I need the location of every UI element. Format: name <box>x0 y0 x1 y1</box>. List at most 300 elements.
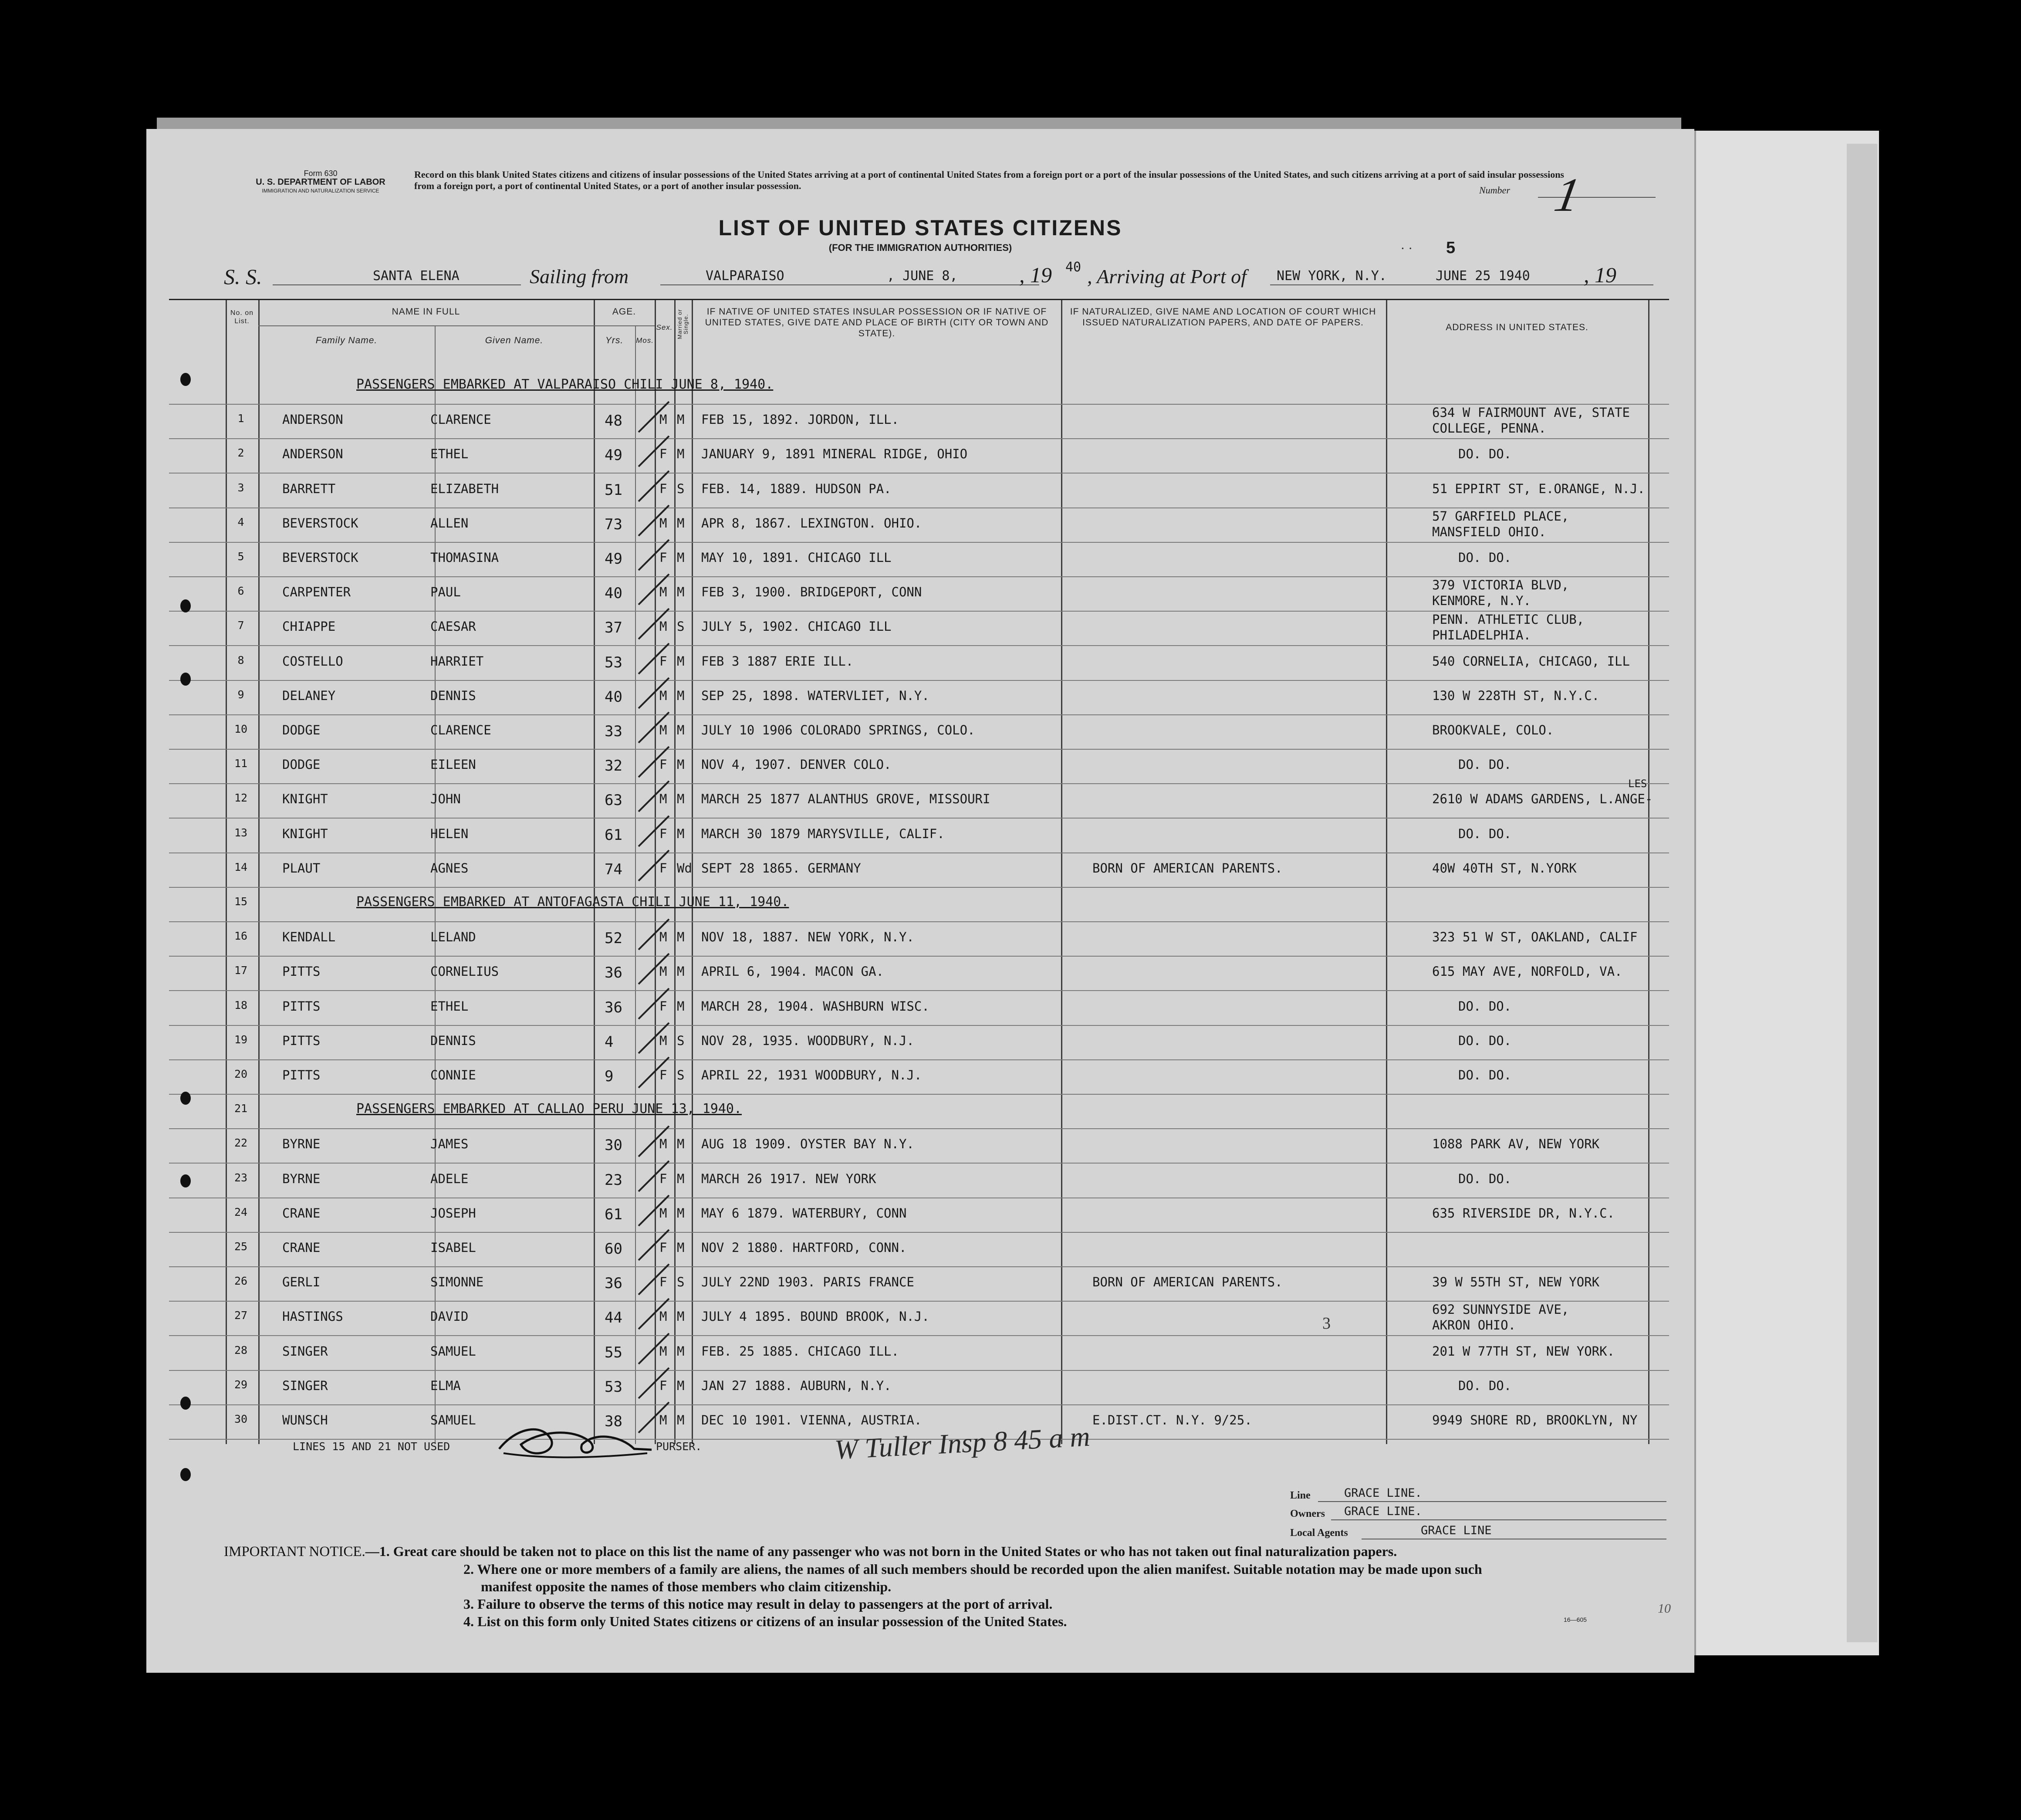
cell-yrs: 36 <box>605 1275 622 1292</box>
check-mark <box>634 1226 673 1265</box>
cell-birth: SEPT 28 1865. GERMANY <box>701 860 861 876</box>
cell-sex: M <box>659 585 667 600</box>
cell-yrs: 73 <box>605 515 622 533</box>
cell-ms: M <box>677 1343 685 1359</box>
cell-given: SAMUEL <box>430 1343 476 1359</box>
notice-item-4: 4. List on this form only United States citizens or citizens of an insular possession of the United States. <box>463 1614 1067 1629</box>
punch-hole <box>180 1092 191 1105</box>
cell-addr: DO. DO. <box>1458 1378 1512 1393</box>
table-row <box>169 991 1669 1025</box>
cell-birth: JULY 22ND 1903. PARIS FRANCE <box>701 1275 914 1290</box>
cell-addr: 323 51 W ST, OAKLAND, CALIF <box>1432 930 1638 945</box>
table-row <box>169 404 1669 439</box>
cell-birth: FEB. 25 1885. CHICAGO ILL. <box>701 1343 899 1359</box>
check-mark <box>634 1261 673 1300</box>
table-row <box>169 611 1669 646</box>
cell-birth: NOV 2 1880. HARTFORD, CONN. <box>701 1240 907 1255</box>
row-number: 30 <box>234 1413 248 1425</box>
notice-item-3: 3. Failure to observe the terms of this notice may result in delay to passengers at the port of arrival. <box>463 1596 1053 1612</box>
cell-family: KENDALL <box>282 930 336 945</box>
cell-birth: SEP 25, 1898. WATERVLIET, N.Y. <box>701 688 929 703</box>
cell-ms: M <box>677 585 685 600</box>
cell-given: THOMASINA <box>430 550 499 565</box>
check-mark <box>634 1192 673 1231</box>
cell-sex: M <box>659 515 667 531</box>
punch-hole <box>180 1468 191 1481</box>
cell-sex: F <box>659 1275 667 1290</box>
cell-birth: DEC 10 1901. VIENNA, AUSTRIA. <box>701 1413 922 1428</box>
section-row <box>169 370 1669 404</box>
cell-yrs: 9 <box>605 1068 614 1085</box>
cell-ms: M <box>677 1240 685 1255</box>
page-title: LIST OF UNITED STATES CITIZENS <box>718 216 1122 240</box>
row-number: 14 <box>234 860 248 873</box>
cell-sex: F <box>659 1378 667 1393</box>
cell-given: SAMUEL <box>430 1413 476 1428</box>
cell-birth: MAY 10, 1891. CHICAGO ILL <box>701 550 892 565</box>
section-row <box>169 1094 1669 1129</box>
cell-yrs: 30 <box>605 1137 622 1154</box>
cell-given: CLARENCE <box>430 412 491 427</box>
agents-label: Local Agents <box>1290 1527 1348 1539</box>
header-naturalized: IF NATURALIZED, GIVE NAME AND LOCATION OF COURT WHICH ISSUED NATURALIZATION PAPERS, AND DATE OF PAPERS. <box>1070 307 1376 328</box>
cell-given: DENNIS <box>430 1033 476 1048</box>
cell-family: PITTS <box>282 1068 321 1083</box>
check-mark <box>634 433 673 472</box>
cell-addr: DO. DO. <box>1458 550 1512 565</box>
cell-ms: M <box>677 688 685 703</box>
cell-given: ELMA <box>430 1378 461 1393</box>
punch-hole <box>180 599 191 612</box>
row-number: 3 <box>237 481 244 494</box>
cell-addr: DO. DO. <box>1458 1171 1512 1186</box>
check-mark <box>634 743 673 782</box>
cell-yrs: 33 <box>605 723 622 740</box>
check-mark <box>634 916 673 955</box>
check-mark <box>634 709 673 748</box>
cell-sex: M <box>659 1137 667 1152</box>
table-row <box>169 1198 1669 1232</box>
cell-family: PLAUT <box>282 860 321 876</box>
cell-given: CAESAR <box>430 619 476 634</box>
header-sex: Sex. <box>656 323 673 332</box>
cell-yrs: 53 <box>605 653 622 671</box>
owners-rule <box>1331 1519 1666 1520</box>
cell-sex: F <box>659 447 667 462</box>
cell-family: PITTS <box>282 964 321 979</box>
cell-ms: M <box>677 998 685 1014</box>
punch-hole <box>180 373 191 386</box>
table-row <box>169 439 1669 473</box>
check-mark <box>634 1123 673 1162</box>
cell-addr: 57 GARFIELD PLACE, <box>1432 508 1569 524</box>
cell-sex: M <box>659 1205 667 1221</box>
cell-ms: S <box>677 619 685 634</box>
table-row <box>169 778 1669 818</box>
row-number: 12 <box>234 792 248 805</box>
cell-yrs: 49 <box>605 447 622 464</box>
arriving-label: , Arriving at Port of <box>1087 265 1247 288</box>
sail-year-suffix: 40 <box>1065 260 1081 275</box>
cell-yrs: 61 <box>605 826 622 844</box>
row-number: 13 <box>234 826 248 839</box>
cell-birth: FEB. 14, 1889. HUDSON PA. <box>701 481 892 496</box>
stamp-dots: · · <box>1401 241 1413 256</box>
cell-birth: JANUARY 9, 1891 MINERAL RIDGE, OHIO <box>701 447 968 462</box>
cell-birth: JAN 27 1888. AUBURN, N.Y. <box>701 1378 892 1393</box>
cell-given: ETHEL <box>430 998 469 1014</box>
sailing-from: VALPARAISO <box>706 268 784 284</box>
cell-given: HELEN <box>430 826 469 841</box>
cell-family: DODGE <box>282 723 321 737</box>
check-mark <box>634 1295 673 1334</box>
cell-family: BEVERSTOCK <box>282 550 358 565</box>
cell-ms: M <box>677 1378 685 1393</box>
row-number: 11 <box>234 757 248 770</box>
cell-birth: MARCH 25 1877 ALANTHUS GROVE, MISSOURI <box>701 792 990 807</box>
cell-yrs: 40 <box>605 585 622 602</box>
cell-ms: M <box>677 930 685 945</box>
cell-addr: 540 CORNELIA, CHICAGO, ILL <box>1432 653 1630 669</box>
table-row <box>169 819 1669 853</box>
row-number: 17 <box>234 964 248 977</box>
check-mark <box>634 536 673 575</box>
section-heading: PASSENGERS EMBARKED AT CALLAO PERU JUNE 13, 1940. <box>356 1101 742 1117</box>
department-name: U. S. DEPARTMENT OF LABOR <box>256 177 385 187</box>
cell-sex: F <box>659 826 667 841</box>
check-mark <box>634 1157 673 1197</box>
table-row <box>169 1129 1669 1163</box>
inspector-note: W Tuller Insp 8 45 a m <box>834 1421 1091 1465</box>
cell-ms: Wd <box>677 860 692 876</box>
cell-sex: M <box>659 688 667 703</box>
row-number: 9 <box>237 688 244 701</box>
cell-natur: BORN OF AMERICAN PARENTS. <box>1092 860 1283 876</box>
row-number: 28 <box>234 1343 248 1357</box>
line-value: GRACE LINE. <box>1344 1486 1422 1500</box>
cell-yrs: 55 <box>605 1343 622 1361</box>
cell-yrs: 36 <box>605 998 622 1016</box>
cell-birth: MAY 6 1879. WATERBURY, CONN <box>701 1205 907 1221</box>
notice-item-2: 2. Where one or more members of a family are aliens, the names of all such members should be recorded upon the alien manifest. Suitable notation may be made upon such <box>463 1561 1482 1577</box>
cell-sex: F <box>659 860 667 876</box>
cell-birth: NOV 18, 1887. NEW YORK, N.Y. <box>701 930 914 945</box>
cell-given: CORNELIUS <box>430 964 499 979</box>
cell-sex: M <box>659 412 667 427</box>
table-row <box>169 749 1669 784</box>
punch-hole <box>180 1397 191 1410</box>
sailing-label: Sailing from <box>530 265 629 288</box>
cell-given: CLARENCE <box>430 723 491 737</box>
row-number: 6 <box>237 585 244 598</box>
table-row <box>169 646 1669 680</box>
cell-addr: 39 W 55TH ST, NEW YORK <box>1432 1275 1600 1290</box>
header-no: No. on List. <box>230 309 254 325</box>
row-number: 21 <box>234 1102 248 1115</box>
cell-family: HASTINGS <box>282 1309 343 1324</box>
cell-given: JOHN <box>430 792 461 807</box>
cell-addr: DO. DO. <box>1458 757 1512 772</box>
cell-ms: M <box>677 1171 685 1186</box>
owners-value: GRACE LINE. <box>1344 1505 1422 1518</box>
cell-ms: M <box>677 826 685 841</box>
form-id-block <box>255 169 386 195</box>
cell-sex: F <box>659 998 667 1014</box>
check-mark <box>634 571 673 610</box>
number-label: Number <box>1479 185 1510 196</box>
margin-mark: 3 <box>1322 1314 1331 1333</box>
agents-value: GRACE LINE <box>1421 1524 1492 1537</box>
header-age: AGE. <box>612 307 636 317</box>
cell-yrs: 63 <box>605 792 622 809</box>
cell-given: SIMONNE <box>430 1275 484 1290</box>
cell-addr: PENN. ATHLETIC CLUB, <box>1432 612 1585 627</box>
arrival-year: , 19 <box>1584 263 1616 287</box>
sailing-date: , JUNE 8, <box>887 268 958 284</box>
table-row <box>169 1164 1669 1198</box>
cell-yrs: 40 <box>605 688 622 706</box>
cell-given: PAUL <box>430 585 461 600</box>
row-number: 7 <box>237 619 244 632</box>
cell-addr: 379 VICTORIA BLVD, <box>1432 578 1569 593</box>
table-row <box>169 542 1669 577</box>
cell-yrs: 32 <box>605 757 622 775</box>
cell-ms: M <box>677 412 685 427</box>
table-row <box>169 956 1669 991</box>
arrival-port: NEW YORK, N.Y. <box>1277 268 1387 284</box>
important-notice <box>224 1543 1482 1630</box>
cell-birth: MARCH 26 1917. NEW YORK <box>701 1171 876 1186</box>
cell-given: LELAND <box>430 930 476 945</box>
cell-addr: 615 MAY AVE, NORFOLD, VA. <box>1432 964 1622 979</box>
section-row <box>169 887 1669 922</box>
cell-sex: F <box>659 1068 667 1083</box>
cell-sex: F <box>659 653 667 669</box>
service-name: IMMIGRATION AND NATURALIZATION SERVICE <box>262 188 379 194</box>
cell-addr-line2: KENMORE, N.Y. <box>1432 593 1531 609</box>
cell-addr: 201 W 77TH ST, NEW YORK. <box>1432 1343 1615 1359</box>
cell-yrs: 48 <box>605 412 622 430</box>
table-row <box>169 853 1669 887</box>
cell-addr: DO. DO. <box>1458 1068 1512 1083</box>
notice-item-2-cont: manifest opposite the names of those members who claim citizenship. <box>481 1579 892 1594</box>
cell-family: PITTS <box>282 998 321 1014</box>
row-number: 18 <box>234 998 248 1011</box>
row-number: 4 <box>237 515 244 528</box>
table-row <box>169 508 1669 542</box>
cell-ms: M <box>677 964 685 979</box>
row-number: 1 <box>237 412 244 425</box>
cell-natur: E.DIST.CT. N.Y. 9/25. <box>1092 1413 1252 1428</box>
cell-sex: F <box>659 757 667 772</box>
ss-label: S. S. <box>224 264 262 289</box>
check-mark <box>634 1019 673 1059</box>
cell-sex: F <box>659 1171 667 1186</box>
cell-family: KNIGHT <box>282 792 328 807</box>
cell-yrs: 53 <box>605 1378 622 1396</box>
header-rule <box>594 325 655 326</box>
cell-given: ETHEL <box>430 447 469 462</box>
row-number: 27 <box>234 1309 248 1322</box>
cell-sex: M <box>659 1309 667 1324</box>
header-given-name: Given Name. <box>485 335 544 345</box>
sail-year-prefix: , 19 <box>1019 263 1052 287</box>
cell-addr-line2: PHILADELPHIA. <box>1432 628 1531 643</box>
cell-addr-line2: MANSFIELD OHIO. <box>1432 524 1546 539</box>
table-row <box>169 1025 1669 1060</box>
cell-sex: M <box>659 792 667 807</box>
from-line <box>660 284 1039 285</box>
check-mark <box>634 640 673 679</box>
cell-family: CRANE <box>282 1240 321 1255</box>
row-number: 5 <box>237 550 244 563</box>
cell-ms: M <box>677 757 685 772</box>
check-mark <box>634 502 673 541</box>
check-mark <box>634 398 673 437</box>
section-heading: PASSENGERS EMBARKED AT ANTOFAGASTA CHILI JUNE 11, 1940. <box>356 894 789 910</box>
cell-birth: FEB 3, 1900. BRIDGEPORT, CONN <box>701 585 922 600</box>
punch-hole <box>180 673 191 686</box>
row-number: 10 <box>234 723 248 735</box>
check-mark <box>634 778 673 817</box>
check-mark <box>634 674 673 714</box>
cell-birth: NOV 4, 1907. DENVER COLO. <box>701 757 892 772</box>
header-married: Married or Single. <box>676 309 689 339</box>
cell-addr: 40W 40TH ST, N.YORK <box>1432 860 1577 876</box>
check-mark <box>634 1364 673 1404</box>
header-address: ADDRESS IN UNITED STATES. <box>1446 322 1588 332</box>
cell-ms: M <box>677 550 685 565</box>
cell-yrs: 23 <box>605 1171 622 1189</box>
page-stack-edge-2 <box>1847 144 1877 1642</box>
cell-addr: DO. DO. <box>1458 826 1512 841</box>
cell-family: DODGE <box>282 757 321 772</box>
purser-signature <box>490 1418 656 1466</box>
page-subtitle: (FOR THE IMMIGRATION AUTHORITIES) <box>828 242 1012 253</box>
owners-label: Owners <box>1290 1508 1325 1519</box>
cell-sex: M <box>659 723 667 737</box>
line-rule <box>1318 1501 1666 1502</box>
cell-given: DENNIS <box>430 688 476 703</box>
cell-family: CARPENTER <box>282 585 351 600</box>
cell-family: CHIAPPE <box>282 619 336 634</box>
cell-given: ISABEL <box>430 1240 476 1255</box>
ship-name: SANTA ELENA <box>373 268 460 284</box>
line-label: Line <box>1290 1490 1311 1501</box>
arrival-date: JUNE 25 1940 <box>1436 268 1530 284</box>
passenger-table <box>169 299 1669 1444</box>
row-number: 26 <box>234 1275 248 1288</box>
cell-natur: BORN OF AMERICAN PARENTS. <box>1092 1275 1283 1290</box>
header-family-name: Family Name. <box>315 335 378 345</box>
cell-sex: F <box>659 550 667 565</box>
table-row <box>169 1267 1669 1301</box>
cell-given: AGNES <box>430 860 469 876</box>
cell-yrs: 52 <box>605 930 622 947</box>
cell-sex: M <box>659 964 667 979</box>
cell-ms: S <box>677 1033 685 1048</box>
cell-addr: 634 W FAIRMOUNT AVE, STATE <box>1432 405 1630 420</box>
row-number: 15 <box>234 895 248 908</box>
row-number: 2 <box>237 447 244 460</box>
table-row <box>169 1060 1669 1094</box>
cell-addr: 51 EPPIRT ST, E.ORANGE, N.J. <box>1432 481 1645 496</box>
cell-ms: S <box>677 481 685 496</box>
cell-given: ALLEN <box>430 515 469 531</box>
cell-birth: JULY 5, 1902. CHICAGO ILL <box>701 619 892 634</box>
cell-sex: M <box>659 1413 667 1428</box>
row-number: 8 <box>237 653 244 666</box>
cell-sex: M <box>659 619 667 634</box>
cell-ms: M <box>677 515 685 531</box>
cell-addr: 635 RIVERSIDE DR, N.Y.C. <box>1432 1205 1615 1221</box>
header-rule <box>258 325 594 326</box>
header-birth: IF NATIVE OF UNITED STATES INSULAR POSSESSION OR IF NATIVE OF UNITED STATES, GIVE DATE AND PLACE OF BIRTH (CITY OR TOWN AND STATE). <box>705 307 1049 338</box>
cell-yrs: 36 <box>605 964 622 982</box>
table-row <box>169 577 1669 611</box>
cell-family: BEVERSTOCK <box>282 515 358 531</box>
cell-addr: BROOKVALE, COLO. <box>1432 723 1554 737</box>
cell-family: WUNSCH <box>282 1413 328 1428</box>
table-row <box>169 922 1669 956</box>
notice-item-1: —1. Great care should be taken not to place on this list the name of any passenger who was not born in the United States or who has not taken out final naturalization papers. <box>365 1543 1397 1559</box>
punch-hole <box>180 1174 191 1187</box>
cell-ms: M <box>677 1413 685 1428</box>
check-mark <box>634 985 673 1024</box>
row-number: 25 <box>234 1240 248 1253</box>
manifest-sheet <box>146 129 1694 1673</box>
cell-addr: 130 W 228TH ST, N.Y.C. <box>1432 688 1600 703</box>
cell-family: BYRNE <box>282 1171 321 1186</box>
cell-family: KNIGHT <box>282 826 328 841</box>
cell-sex: M <box>659 1343 667 1359</box>
cell-given: ADELE <box>430 1171 469 1186</box>
table-row <box>169 680 1669 715</box>
check-mark <box>634 847 673 886</box>
check-mark <box>634 467 673 507</box>
cell-birth: AUG 18 1909. OYSTER BAY N.Y. <box>701 1137 914 1152</box>
cell-family: ANDERSON <box>282 447 343 462</box>
cell-addr-line2: COLLEGE, PENNA. <box>1432 421 1546 436</box>
table-row <box>169 1301 1669 1336</box>
cell-ms: M <box>677 723 685 737</box>
cell-birth: FEB 3 1887 ERIE ILL. <box>701 653 854 669</box>
cell-given: JAMES <box>430 1137 469 1152</box>
cell-yrs: 44 <box>605 1309 622 1327</box>
cell-yrs: 49 <box>605 550 622 568</box>
cell-addr: DO. DO. <box>1458 998 1512 1014</box>
section-heading: PASSENGERS EMBARKED AT VALPARAISO CHILI JUNE 8, 1940. <box>356 377 774 392</box>
cell-addr: 692 SUNNYSIDE AVE, <box>1432 1302 1569 1317</box>
row-number: 24 <box>234 1205 248 1218</box>
cell-family: ANDERSON <box>282 412 343 427</box>
row-number: 20 <box>234 1068 248 1080</box>
cell-ms: M <box>677 792 685 807</box>
cell-family: BYRNE <box>282 1137 321 1152</box>
table-row <box>169 474 1669 508</box>
cell-birth: JULY 4 1895. BOUND BROOK, N.J. <box>701 1309 929 1324</box>
row-number: 16 <box>234 930 248 943</box>
cell-yrs: 74 <box>605 860 622 878</box>
cell-given: DAVID <box>430 1309 469 1324</box>
check-mark <box>634 812 673 852</box>
cell-ms: M <box>677 1205 685 1221</box>
row-number: 19 <box>234 1033 248 1046</box>
purser-label: PURSER. <box>656 1440 702 1453</box>
cell-ms: M <box>677 653 685 669</box>
cell-yrs: 61 <box>605 1205 622 1223</box>
row-number: 23 <box>234 1171 248 1184</box>
